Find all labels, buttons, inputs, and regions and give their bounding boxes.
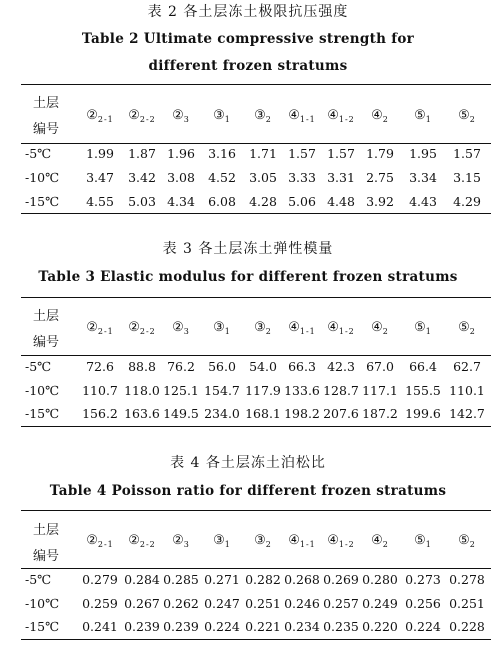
column-header: $③_1$ [213,108,231,124]
table-row [0,170,496,190]
table-cell: 0.235 [323,619,359,634]
column-header: $⑤_2$ [458,533,476,549]
temperature-label: -10℃ [25,170,60,185]
table4-top-rule [21,510,491,511]
temperature-label: -5℃ [25,572,52,587]
table-row [0,359,496,379]
table-cell: 3.31 [327,170,355,185]
table-cell: 4.55 [86,194,114,209]
table-cell: 4.29 [453,194,481,209]
table-cell: 1.57 [453,146,481,161]
table-cell: 4.43 [409,194,437,209]
table4-caption-cn: 表 4 各土层冻土泊松比 [170,455,326,471]
table-cell: 72.6 [86,359,114,374]
temperature-label: -10℃ [25,383,60,398]
temperature-label: -5℃ [25,359,52,374]
table-cell: 4.28 [249,194,277,209]
table-cell: 154.7 [204,383,240,398]
column-header: $④_{1-1}$ [288,320,316,336]
table-cell: 110.7 [82,383,118,398]
column-header: $④_2$ [371,108,389,124]
table-cell: 2.75 [366,170,394,185]
column-header: $②_{2-2}$ [128,320,156,336]
table-row [0,194,496,214]
table-cell: 0.239 [163,619,199,634]
table2-caption-en-line2: different frozen stratums [148,58,348,74]
column-header: $④_2$ [371,320,389,336]
column-header: $④_{1-1}$ [288,108,316,124]
table-cell: 66.4 [409,359,437,374]
column-header: $②_3$ [172,533,190,549]
table-cell: 0.273 [405,572,441,587]
table-cell: 4.34 [167,194,195,209]
table3-top-rule [21,297,491,298]
column-header: $④_2$ [371,533,389,549]
table-cell: 0.251 [245,596,281,611]
table-cell: 3.92 [366,194,394,209]
table-cell: 54.0 [249,359,277,374]
table-cell: 0.280 [362,572,398,587]
table-cell: 56.0 [208,359,236,374]
temperature-label: -10℃ [25,596,60,611]
table2-top-rule [21,84,491,85]
column-header: $②_3$ [172,108,190,124]
column-header: $④_{1-2}$ [327,320,355,336]
table-cell: 88.8 [128,359,156,374]
column-header: $④_{1-1}$ [288,533,316,549]
table2-header-rule [21,143,491,144]
table4-caption-en: Table 4 Poisson ratio for different frozen stratums [49,483,447,499]
table3-header-label-2: 编号 [32,335,59,350]
table-row [0,572,496,592]
temperature-label: -15℃ [25,406,60,421]
table-cell: 187.2 [362,406,398,421]
column-header: $②_{2-2}$ [128,533,156,549]
temperature-label: -15℃ [25,194,60,209]
table-cell: 0.249 [362,596,398,611]
table-cell: 142.7 [449,406,485,421]
table-cell: 42.3 [327,359,355,374]
table-row [0,596,496,616]
temperature-label: -5℃ [25,146,52,161]
column-header: $②_{2-1}$ [86,320,114,336]
table-cell: 0.224 [204,619,240,634]
column-header: $⑤_2$ [458,320,476,336]
table3-bottom-rule [21,426,491,427]
table-cell: 163.6 [124,406,160,421]
table-cell: 0.241 [82,619,118,634]
table-cell: 149.5 [163,406,199,421]
table-cell: 125.1 [163,383,199,398]
table-cell: 118.0 [124,383,160,398]
table4-header-label-2: 编号 [32,549,59,564]
column-header: $③_1$ [213,533,231,549]
table-cell: 3.05 [249,170,277,185]
table-cell: 3.33 [288,170,316,185]
table2-bottom-rule [21,213,491,214]
table-cell: 0.228 [449,619,485,634]
table-cell: 3.42 [128,170,156,185]
column-header: $②_{2-1}$ [86,533,114,549]
column-header: $④_{1-2}$ [327,108,355,124]
table-cell: 0.251 [449,596,485,611]
table-cell: 110.1 [449,383,485,398]
table-cell: 0.259 [82,596,118,611]
table-row [0,383,496,403]
table-cell: 3.08 [167,170,195,185]
table4-bottom-rule [21,639,491,640]
column-header: $⑤_1$ [414,320,432,336]
table-cell: 0.267 [124,596,160,611]
table-row [0,619,496,639]
table-cell: 128.7 [323,383,359,398]
column-header: $③_2$ [254,108,272,124]
table-cell: 0.246 [284,596,320,611]
table3-caption-en: Table 3 Elastic modulus for different frozen stratums [38,269,458,285]
table3-header-rule [21,355,491,356]
column-header: $②_{2-2}$ [128,108,156,124]
column-header: $④_{1-2}$ [327,533,355,549]
table2-caption-en-line1: Table 2 Ultimate compressive strength for [81,31,415,47]
column-header: $③_2$ [254,533,272,549]
table-cell: 1.57 [327,146,355,161]
table-cell: 0.282 [245,572,281,587]
table-cell: 0.220 [362,619,398,634]
table-cell: 0.285 [163,572,199,587]
table-cell: 6.08 [208,194,236,209]
table-cell: 3.34 [409,170,437,185]
table-cell: 156.2 [82,406,118,421]
table-cell: 1.95 [409,146,437,161]
table-cell: 76.2 [167,359,195,374]
table-cell: 1.71 [249,146,277,161]
table-cell: 133.6 [284,383,320,398]
table-cell: 0.256 [405,596,441,611]
table-cell: 4.52 [208,170,236,185]
column-header: $③_1$ [213,320,231,336]
table-cell: 0.268 [284,572,320,587]
table3-header-label-1: 土层 [32,309,59,324]
table-cell: 0.221 [245,619,281,634]
table-cell: 0.224 [405,619,441,634]
table-cell: 0.262 [163,596,199,611]
table-cell: 207.6 [323,406,359,421]
table-cell: 117.9 [245,383,281,398]
table-cell: 0.278 [449,572,485,587]
table-cell: 0.247 [204,596,240,611]
temperature-label: -15℃ [25,619,60,634]
table-cell: 3.15 [453,170,481,185]
table-cell: 0.271 [204,572,240,587]
table-cell: 1.57 [288,146,316,161]
table-cell: 155.5 [405,383,441,398]
table-cell: 234.0 [204,406,240,421]
table-cell: 5.06 [288,194,316,209]
table2-header-label-2: 编号 [32,122,59,137]
table2-caption-cn: 表 2 各土层冻土极限抗压强度 [147,4,349,20]
table-cell: 168.1 [245,406,281,421]
table2-header-label-1: 土层 [32,96,59,111]
table-cell: 117.1 [362,383,398,398]
table-cell: 1.79 [366,146,394,161]
table-cell: 4.48 [327,194,355,209]
column-header: $②_{2-1}$ [86,108,114,124]
table-cell: 67.0 [366,359,394,374]
table-cell: 66.3 [288,359,316,374]
table-cell: 3.47 [86,170,114,185]
table-cell: 0.279 [82,572,118,587]
table-cell: 62.7 [453,359,481,374]
table-cell: 198.2 [284,406,320,421]
table3-caption-cn: 表 3 各土层冻土弹性模量 [162,241,334,257]
column-header: $⑤_2$ [458,108,476,124]
table-cell: 3.16 [208,146,236,161]
table-row [0,146,496,166]
column-header: $②_3$ [172,320,190,336]
table-cell: 0.234 [284,619,320,634]
column-header: $⑤_1$ [414,108,432,124]
table-cell: 0.269 [323,572,359,587]
column-header: $③_2$ [254,320,272,336]
column-header: $⑤_1$ [414,533,432,549]
table4-header-rule [21,568,491,569]
table-cell: 1.87 [128,146,156,161]
table-cell: 0.257 [323,596,359,611]
table-cell: 0.239 [124,619,160,634]
table-row [0,406,496,426]
table-cell: 199.6 [405,406,441,421]
table-cell: 0.284 [124,572,160,587]
table-cell: 1.99 [86,146,114,161]
table4-header-label-1: 土层 [32,523,59,538]
table-cell: 1.96 [167,146,195,161]
table-cell: 5.03 [128,194,156,209]
